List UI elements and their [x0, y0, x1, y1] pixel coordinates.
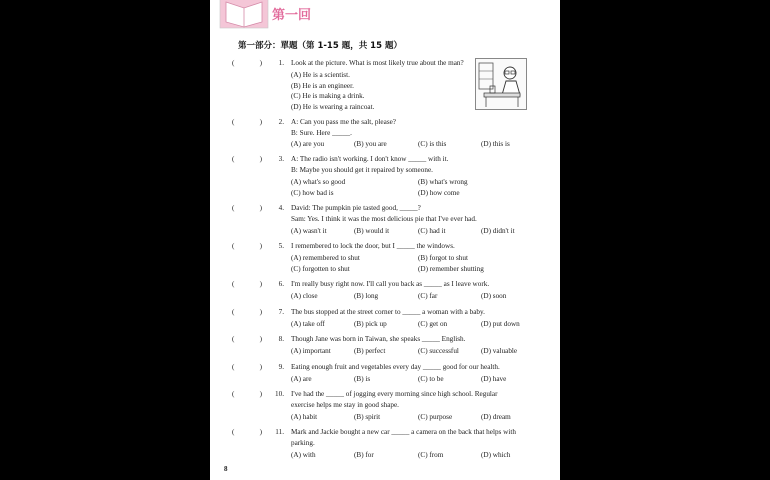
option-a[interactable]: (A) take off	[291, 320, 325, 328]
option-c[interactable]: (C) purpose	[418, 413, 453, 421]
option-c[interactable]: (C) successful	[418, 347, 459, 355]
option-d[interactable]: (D) have	[481, 375, 507, 383]
option-b[interactable]: (B) would it	[354, 227, 390, 235]
option-b[interactable]: (B) spirit	[354, 413, 381, 421]
option-d[interactable]: (D) which	[481, 451, 511, 459]
option-d[interactable]: (D) He is wearing a raincoat.	[291, 102, 375, 111]
option-d[interactable]: (D) dream	[481, 413, 511, 421]
option-b[interactable]: (B) for	[354, 451, 374, 459]
answer-blank[interactable]: ( )	[232, 308, 262, 316]
option-a[interactable]: (A) wasn't it	[291, 227, 327, 235]
answer-blank[interactable]: ( )	[232, 242, 262, 250]
document-page: 第一回 第一部分：單題（第 1-15 題，共 15 題） ( ) 1. Look at the picture. What is most likely true about the man? (A) He is a scientist. (B) He is an engineer. (C) He is making a drink. (D) He is wearing a raincoat. ( ) 2. A: Can you pass me the salt, please? B: Sure. Here _____. (A) are you (B) you are (C) is this (D) this is ( ) 3. A: The radio isn't working. I don't know _____ with it. B: Maybe you should get it repaired by someone. (A) what's so good (B) what's wrong (C) how bad is (D) how come ( ) 4. David: The pumpkin pie tasted good, _____? Sam: Yes. I think it was the most delicious pie that I've ever had. (A) wasn't it (B) would it (C) had it (D) didn't it ( ) 5. I remembered to lock the door, but I _____ the windows. (A) remembered to shut (B) forgot to shut (C) forgotten to shut (D) remember shutting ( ) 6. I'm really busy right now. I'll call you back as _____ as I leave work. (A) close (B) long (C) far (D) soon ( ) 7. The bus stopped at the street corner to _____ a woman with a baby. (A) take off (B) pick up (C) get on (D) put down ( ) 8. Though Jane was born in Taiwan, she speaks _____ English. (A) important (B) perfect (C) successful (D) valuable ( ) 9. Eating enough fruit and vegetables every day _____ good for our health. (A) are (B) is (C) to be (D) have ( ) 10. I've had the _____ of jogging every morning since high school. Regular exercise helps me stay in good shape. (A) habit (B) spirit (C) purpose (D) dream ( ) 11. Mark and Jackie bought a new car _____ a camera on the back that helps with parking. (A) with (B) for (C) from (D) which 8	[210, 0, 560, 480]
option-d[interactable]: (D) valuable	[481, 347, 518, 355]
option-a[interactable]: (A) are	[291, 375, 312, 383]
page-number: 8	[224, 465, 228, 473]
answer-blank[interactable]: ( )	[232, 204, 262, 212]
chapter-title: 第一回	[272, 8, 312, 23]
answer-blank[interactable]: ( )	[232, 155, 262, 163]
answer-blank[interactable]: ( )	[232, 363, 262, 371]
option-a[interactable]: (A) habit	[291, 413, 318, 421]
option-a[interactable]: (A) are you	[291, 140, 325, 148]
option-d[interactable]: (D) soon	[481, 292, 507, 300]
answer-blank[interactable]: ( )	[232, 59, 262, 67]
option-c[interactable]: (C) get on	[418, 320, 448, 328]
option-c[interactable]: (C) forgotten to shut	[291, 264, 350, 273]
option-d[interactable]: (D) this is	[481, 140, 510, 148]
option-c[interactable]: (C) to be	[418, 375, 444, 383]
option-b[interactable]: (B) pick up	[354, 320, 387, 328]
option-c[interactable]: (C) He is making a drink.	[291, 92, 365, 100]
option-b[interactable]: (B) perfect	[354, 347, 386, 355]
option-b[interactable]: (B) what's wrong	[418, 178, 468, 186]
section-title: 第一部分：單題（第 1-15 題，共 15 題）	[238, 41, 402, 51]
option-c[interactable]: (C) how bad is	[291, 188, 334, 197]
option-c[interactable]: (C) far	[418, 292, 438, 300]
option-c[interactable]: (C) is this	[418, 140, 447, 148]
option-b[interactable]: (B) is	[354, 375, 371, 383]
option-c[interactable]: (C) had it	[418, 227, 446, 235]
answer-blank[interactable]: ( )	[232, 335, 262, 343]
option-b[interactable]: (B) He is an engineer.	[291, 81, 354, 90]
answer-blank[interactable]: ( )	[232, 428, 262, 436]
option-c[interactable]: (C) from	[418, 451, 444, 459]
option-d[interactable]: (D) didn't it	[481, 227, 515, 235]
option-a[interactable]: (A) close	[291, 292, 318, 300]
option-a[interactable]: (A) with	[291, 451, 316, 459]
answer-blank[interactable]: ( )	[232, 390, 262, 398]
option-d[interactable]: (D) remember shutting	[418, 264, 484, 273]
answer-blank[interactable]: ( )	[232, 280, 262, 288]
option-d[interactable]: (D) how come	[418, 188, 460, 197]
answer-blank[interactable]: ( )	[232, 118, 262, 126]
option-b[interactable]: (B) long	[354, 292, 379, 300]
option-a[interactable]: (A) important	[291, 347, 331, 355]
option-a[interactable]: (A) remembered to shut	[291, 254, 360, 262]
option-a[interactable]: (A) what's so good	[291, 178, 346, 186]
option-b[interactable]: (B) you are	[354, 140, 387, 148]
option-a[interactable]: (A) He is a scientist.	[291, 71, 350, 79]
option-b[interactable]: (B) forgot to shut	[418, 254, 468, 262]
option-d[interactable]: (D) put down	[481, 320, 520, 328]
